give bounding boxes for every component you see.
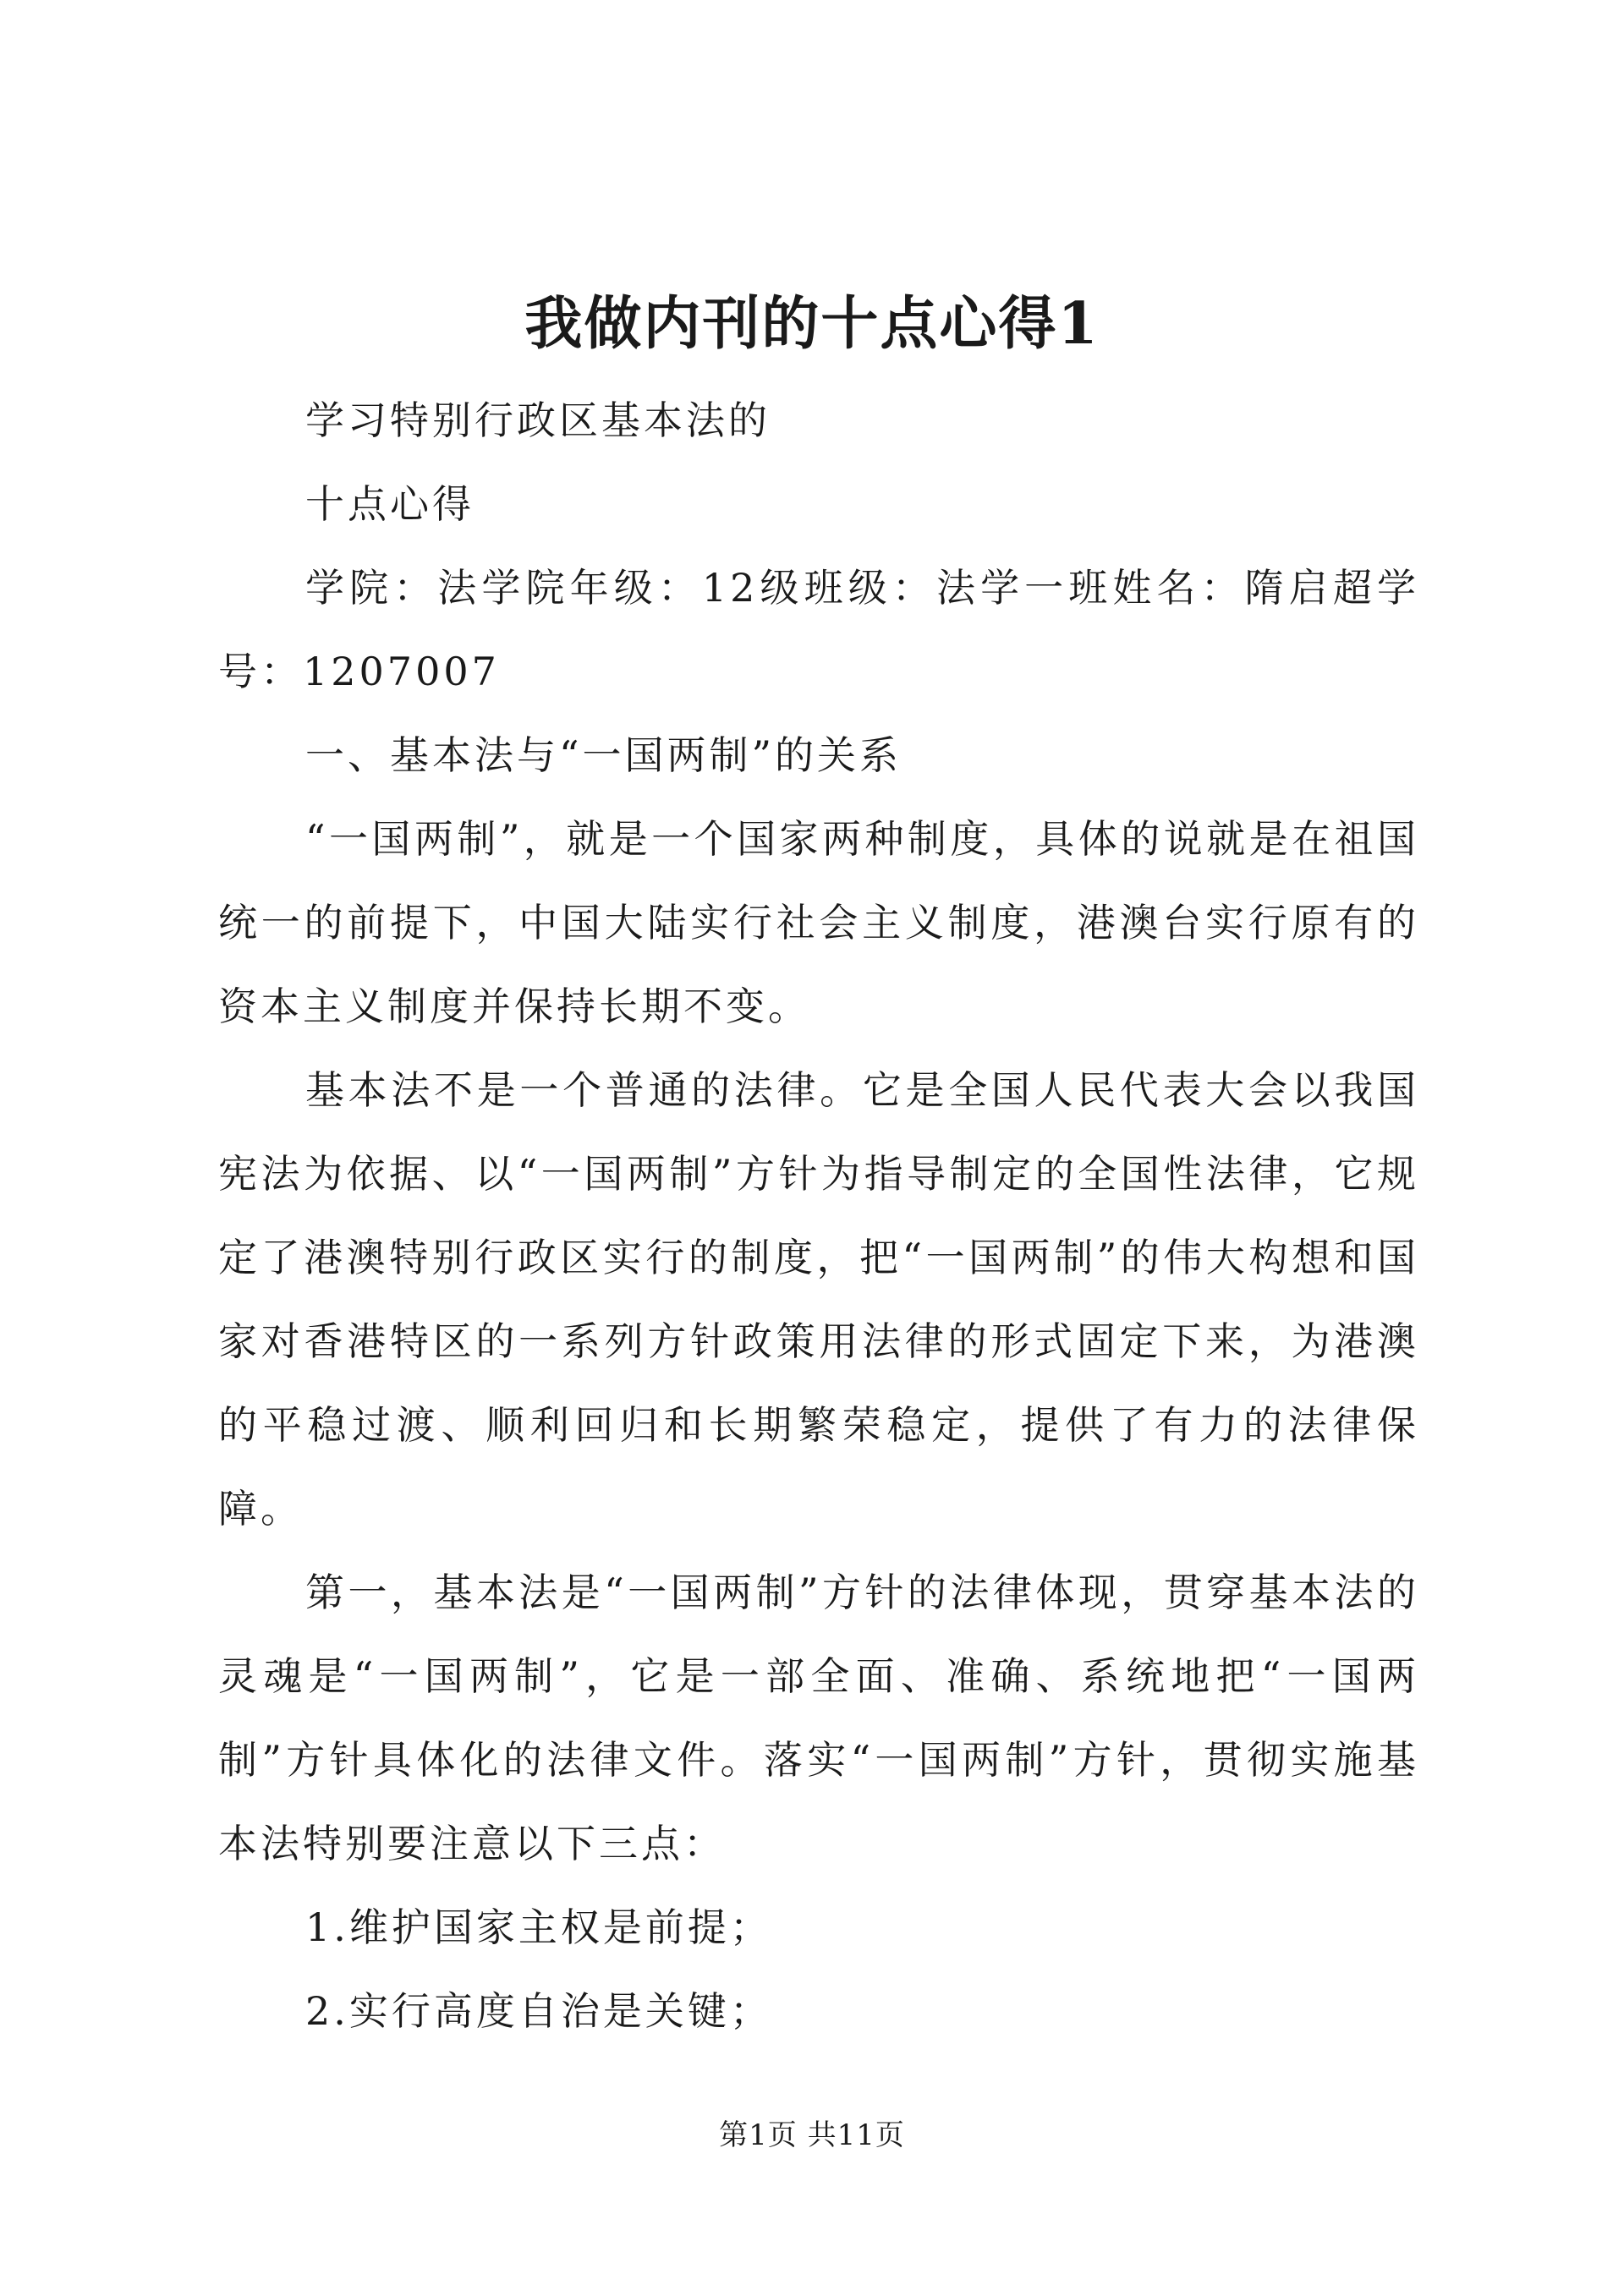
list-item: 1.维护国家主权是前提；: [305, 1904, 772, 1950]
list-item: 2.实行高度自治是关键；: [305, 1988, 772, 2034]
paragraph: 第一，基本法是“一国两制”方针的法律体现，贯穿基本法的灵魂是“一国两制”，它是一部全面、准确、系统地把“一国两制”方针具体化的法律文件。落实“一国两制”方针，贯彻实施基本法特别要注意以下三点：: [218, 1570, 1419, 1866]
section-heading: 一、基本法与“一国两制”的关系: [305, 732, 903, 778]
paragraph: “一国两制”，就是一个国家两种制度，具体的说就是在祖国统一的前提下，中国大陆实行社会主义制度，港澳台实行原有的资本主义制度并保持长期不变。: [218, 816, 1419, 1029]
paragraph: 基本法不是一个普通的法律。它是全国人民代表大会以我国宪法为依据、以“一国两制”方针为指导制定的全国性法律，它规定了港澳特别行政区实行的制度，把“一国两制”的伟大构想和国家对香港特区的一系列方针政策用法律的形式固定下来，为港澳的平稳过渡、顺利回归和长期繁荣稳定，提供了有力的法律保障。: [218, 1067, 1419, 1532]
document-title: 我做内刊的十点心得1: [524, 290, 1100, 358]
page-number-footer: 第1页 共11页: [719, 2118, 905, 2152]
paragraph-subtitle-line-1: 学习特别行政区基本法的: [305, 397, 771, 443]
document-body: [218, 379, 1419, 2053]
paragraph-subtitle-line-2: 十点心得: [305, 481, 475, 527]
paragraph-author-info: 学院：法学院年级：12级班级：法学一班姓名：隋启超学号：1207007: [218, 565, 1419, 694]
